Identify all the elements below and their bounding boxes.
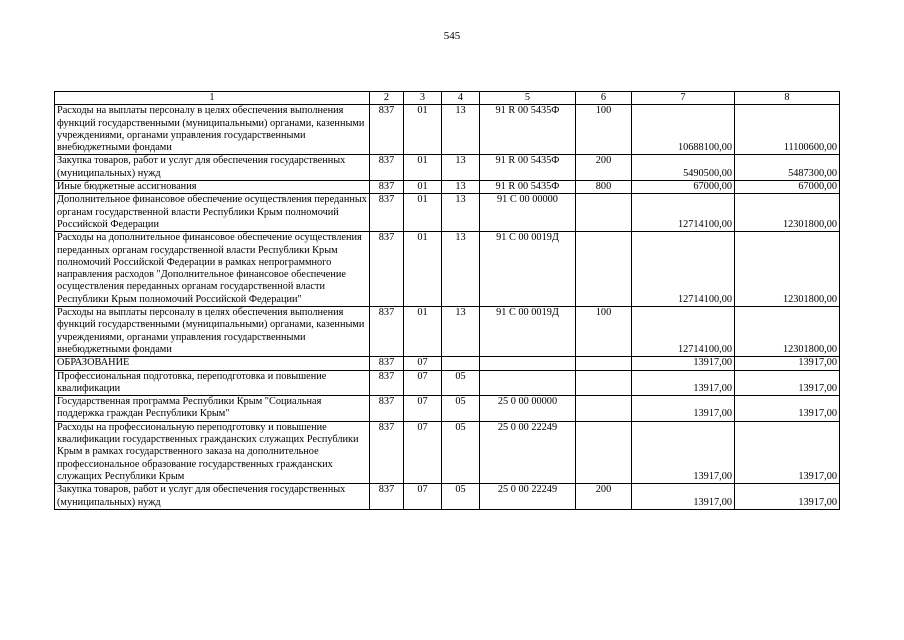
row-target-article: 91 С 00 0019Д bbox=[480, 307, 576, 357]
row-subsection-code: 13 bbox=[442, 232, 480, 307]
row-name: Дополнительное финансовое обеспечение осуществления переданных органам государственной власти Республики Крым полномочий Российской Федерации bbox=[55, 194, 370, 232]
header-cell: 5 bbox=[480, 92, 576, 105]
row-name: ОБРАЗОВАНИЕ bbox=[55, 357, 370, 370]
row-section-code: 07 bbox=[404, 370, 442, 396]
row-expense-type bbox=[576, 357, 632, 370]
row-name: Закупка товаров, работ и услуг для обеспечения государственных (муниципальных) нужд bbox=[55, 155, 370, 181]
row-target-article bbox=[480, 357, 576, 370]
row-target-article: 91 С 00 0019Д bbox=[480, 232, 576, 307]
row-name: Расходы на выплаты персоналу в целях обеспечения выполнения функций государственными (муниципальными) органами, казенными учреждениями, органами управления государственными внебюджетными фондами bbox=[55, 105, 370, 155]
row-target-article: 91 R 00 5435Ф bbox=[480, 181, 576, 194]
row-section-code: 01 bbox=[404, 105, 442, 155]
header-cell: 4 bbox=[442, 92, 480, 105]
row-subsection-code: 05 bbox=[442, 484, 480, 510]
budget-table bbox=[54, 91, 840, 510]
row-amount-year2: 67000,00 bbox=[735, 181, 840, 194]
row-amount-year2: 13917,00 bbox=[735, 396, 840, 422]
row-section-code: 01 bbox=[404, 194, 442, 232]
table-row bbox=[55, 396, 840, 422]
row-subsection-code: 13 bbox=[442, 155, 480, 181]
row-target-article: 91 R 00 5435Ф bbox=[480, 105, 576, 155]
row-subsection-code: 13 bbox=[442, 194, 480, 232]
row-amount-year2: 12301800,00 bbox=[735, 307, 840, 357]
row-subsection-code: 13 bbox=[442, 105, 480, 155]
row-amount-year1: 12714100,00 bbox=[632, 194, 735, 232]
row-amount-year1: 13917,00 bbox=[632, 421, 735, 483]
row-grbs-code: 837 bbox=[370, 484, 404, 510]
row-amount-year2: 13917,00 bbox=[735, 357, 840, 370]
row-grbs-code: 837 bbox=[370, 194, 404, 232]
row-amount-year2: 13917,00 bbox=[735, 421, 840, 483]
row-amount-year1: 13917,00 bbox=[632, 370, 735, 396]
row-amount-year1: 13917,00 bbox=[632, 484, 735, 510]
row-grbs-code: 837 bbox=[370, 357, 404, 370]
page-number: 545 bbox=[443, 30, 461, 42]
row-expense-type: 800 bbox=[576, 181, 632, 194]
table-row bbox=[55, 307, 840, 357]
row-section-code: 07 bbox=[404, 396, 442, 422]
row-section-code: 01 bbox=[404, 232, 442, 307]
row-grbs-code: 837 bbox=[370, 307, 404, 357]
row-amount-year2: 11100600,00 bbox=[735, 105, 840, 155]
header-cell: 3 bbox=[404, 92, 442, 105]
row-amount-year2: 13917,00 bbox=[735, 370, 840, 396]
row-expense-type bbox=[576, 396, 632, 422]
row-amount-year1: 67000,00 bbox=[632, 181, 735, 194]
row-expense-type: 100 bbox=[576, 105, 632, 155]
row-name: Иные бюджетные ассигнования bbox=[55, 181, 370, 194]
row-amount-year2: 12301800,00 bbox=[735, 232, 840, 307]
row-name: Профессиональная подготовка, переподготовка и повышение квалификации bbox=[55, 370, 370, 396]
table-row bbox=[55, 194, 840, 232]
row-amount-year1: 10688100,00 bbox=[632, 105, 735, 155]
row-section-code: 07 bbox=[404, 421, 442, 483]
row-name: Государственная программа Республики Крым "Социальная поддержка граждан Республики Крым" bbox=[55, 396, 370, 422]
row-target-article: 25 0 00 22249 bbox=[480, 484, 576, 510]
row-expense-type bbox=[576, 194, 632, 232]
table-row bbox=[55, 105, 840, 155]
row-expense-type: 100 bbox=[576, 307, 632, 357]
table-row bbox=[55, 232, 840, 307]
table-header-row bbox=[55, 92, 840, 105]
row-grbs-code: 837 bbox=[370, 105, 404, 155]
row-subsection-code: 05 bbox=[442, 370, 480, 396]
row-name: Закупка товаров, работ и услуг для обеспечения государственных (муниципальных) нужд bbox=[55, 484, 370, 510]
row-name: Расходы на дополнительное финансовое обеспечение осуществления переданных органам государственной власти Республики Крым полномочий Российской Федерации в рамках непрограммного направления расходов "Дополнительное финансовое обеспечение осуществления переданных органам государственной власти Республики Крым полномочий Российской Федерации" bbox=[55, 232, 370, 307]
row-amount-year1: 12714100,00 bbox=[632, 307, 735, 357]
row-grbs-code: 837 bbox=[370, 181, 404, 194]
row-amount-year1: 13917,00 bbox=[632, 396, 735, 422]
row-target-article: 91 С 00 00000 bbox=[480, 194, 576, 232]
row-grbs-code: 837 bbox=[370, 155, 404, 181]
header-cell: 6 bbox=[576, 92, 632, 105]
row-target-article bbox=[480, 370, 576, 396]
row-target-article: 91 R 00 5435Ф bbox=[480, 155, 576, 181]
header-cell: 1 bbox=[55, 92, 370, 105]
row-grbs-code: 837 bbox=[370, 370, 404, 396]
table-row bbox=[55, 370, 840, 396]
row-subsection-code: 05 bbox=[442, 421, 480, 483]
row-section-code: 01 bbox=[404, 307, 442, 357]
row-target-article: 25 0 00 22249 bbox=[480, 421, 576, 483]
row-expense-type bbox=[576, 370, 632, 396]
table-row bbox=[55, 421, 840, 483]
row-target-article: 25 0 00 00000 bbox=[480, 396, 576, 422]
row-subsection-code: 05 bbox=[442, 396, 480, 422]
row-grbs-code: 837 bbox=[370, 421, 404, 483]
row-expense-type: 200 bbox=[576, 484, 632, 510]
row-name: Расходы на профессиональную переподготовку и повышение квалификации государственных гражданских служащих Республики Крым в рамках государственного заказа на дополнительное профессиональное образование государственных гражданских служащих Республики Крым bbox=[55, 421, 370, 483]
header-cell: 7 bbox=[632, 92, 735, 105]
header-cell: 8 bbox=[735, 92, 840, 105]
row-section-code: 07 bbox=[404, 484, 442, 510]
row-expense-type bbox=[576, 232, 632, 307]
row-section-code: 01 bbox=[404, 181, 442, 194]
row-section-code: 01 bbox=[404, 155, 442, 181]
row-subsection-code: 13 bbox=[442, 307, 480, 357]
row-grbs-code: 837 bbox=[370, 396, 404, 422]
row-amount-year1: 5490500,00 bbox=[632, 155, 735, 181]
row-grbs-code: 837 bbox=[370, 232, 404, 307]
row-amount-year2: 13917,00 bbox=[735, 484, 840, 510]
table-row bbox=[55, 484, 840, 510]
header-cell: 2 bbox=[370, 92, 404, 105]
row-expense-type bbox=[576, 421, 632, 483]
row-amount-year1: 12714100,00 bbox=[632, 232, 735, 307]
table-row bbox=[55, 357, 840, 370]
table-row bbox=[55, 181, 840, 194]
row-amount-year2: 12301800,00 bbox=[735, 194, 840, 232]
row-amount-year1: 13917,00 bbox=[632, 357, 735, 370]
row-expense-type: 200 bbox=[576, 155, 632, 181]
row-section-code: 07 bbox=[404, 357, 442, 370]
row-subsection-code bbox=[442, 357, 480, 370]
table-row bbox=[55, 155, 840, 181]
row-subsection-code: 13 bbox=[442, 181, 480, 194]
row-amount-year2: 5487300,00 bbox=[735, 155, 840, 181]
row-name: Расходы на выплаты персоналу в целях обеспечения выполнения функций государственными (муниципальными) органами, казенными учреждениями, органами управления государственными внебюджетными фондами bbox=[55, 307, 370, 357]
